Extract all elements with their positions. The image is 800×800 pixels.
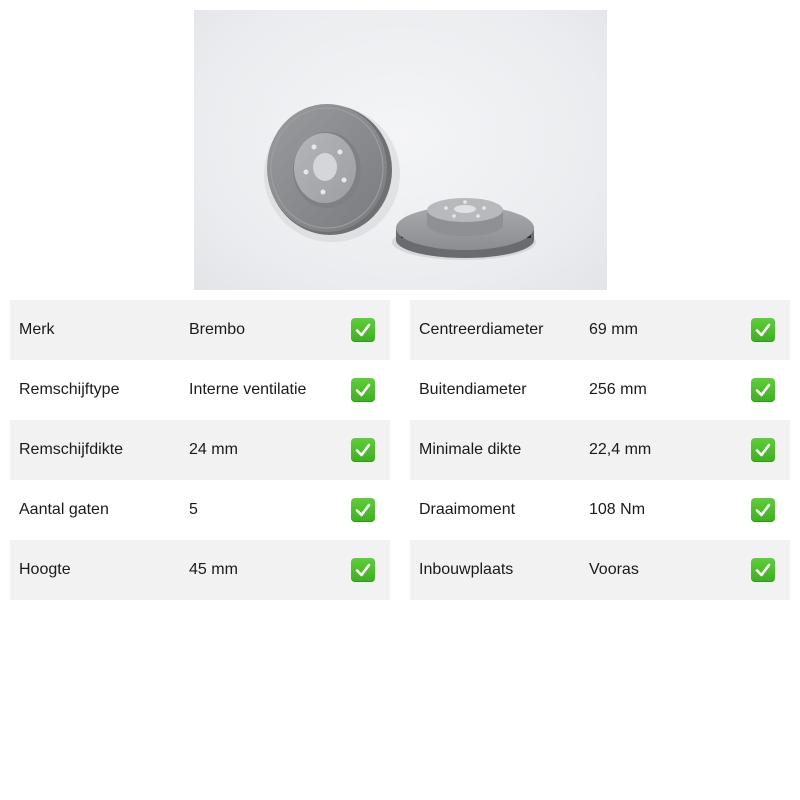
spec-row-remschijftype xyxy=(10,360,390,420)
brake-disc-image xyxy=(194,10,607,290)
spec-value: 108 Nm xyxy=(589,501,646,518)
spec-value: 69 mm xyxy=(589,321,638,338)
spec-value: 45 mm xyxy=(189,561,238,578)
check-mark-icon xyxy=(351,498,375,522)
spec-row-aantal-gaten xyxy=(10,480,390,540)
spec-label: Minimale dikte xyxy=(419,441,522,458)
spec-label: Remschijftype xyxy=(19,381,120,398)
spec-table-left xyxy=(10,300,390,600)
spec-label: Buitendiameter xyxy=(419,381,527,398)
spec-value: 24 mm xyxy=(189,441,238,458)
spec-row-remschijfdikte xyxy=(10,420,390,480)
check-mark-icon xyxy=(351,378,375,402)
spec-value: Interne ventilatie xyxy=(189,381,307,398)
check-mark-icon xyxy=(751,378,775,402)
spec-row-centreerdiameter xyxy=(410,300,790,360)
product-image xyxy=(194,10,607,290)
spec-label: Hoogte xyxy=(19,561,71,578)
spec-value: Brembo xyxy=(189,321,246,338)
spec-row-inbouwplaats xyxy=(410,540,790,600)
check-mark-icon xyxy=(351,318,375,342)
spec-label: Draaimoment xyxy=(419,501,516,518)
spec-label: Inbouwplaats xyxy=(419,561,514,578)
spec-value: Vooras xyxy=(589,561,639,578)
check-mark-icon xyxy=(751,438,775,462)
spec-table-right xyxy=(410,300,790,600)
spec-label: Merk xyxy=(19,321,55,338)
spec-row-hoogte xyxy=(10,540,390,600)
spec-value: 256 mm xyxy=(589,381,647,398)
spec-row-minimale-dikte xyxy=(410,420,790,480)
check-mark-icon xyxy=(351,558,375,582)
check-mark-icon xyxy=(751,498,775,522)
spec-label: Centreerdiameter xyxy=(419,321,544,338)
check-mark-icon xyxy=(751,558,775,582)
spec-label: Aantal gaten xyxy=(19,501,109,518)
check-mark-icon xyxy=(751,318,775,342)
check-mark-icon xyxy=(351,438,375,462)
spec-value: 5 xyxy=(189,501,198,518)
spec-label: Remschijfdikte xyxy=(19,441,124,458)
spec-row-draaimoment xyxy=(410,480,790,540)
spec-row-merk xyxy=(10,300,390,360)
spec-row-buitendiameter xyxy=(410,360,790,420)
spec-value: 22,4 mm xyxy=(589,441,652,458)
